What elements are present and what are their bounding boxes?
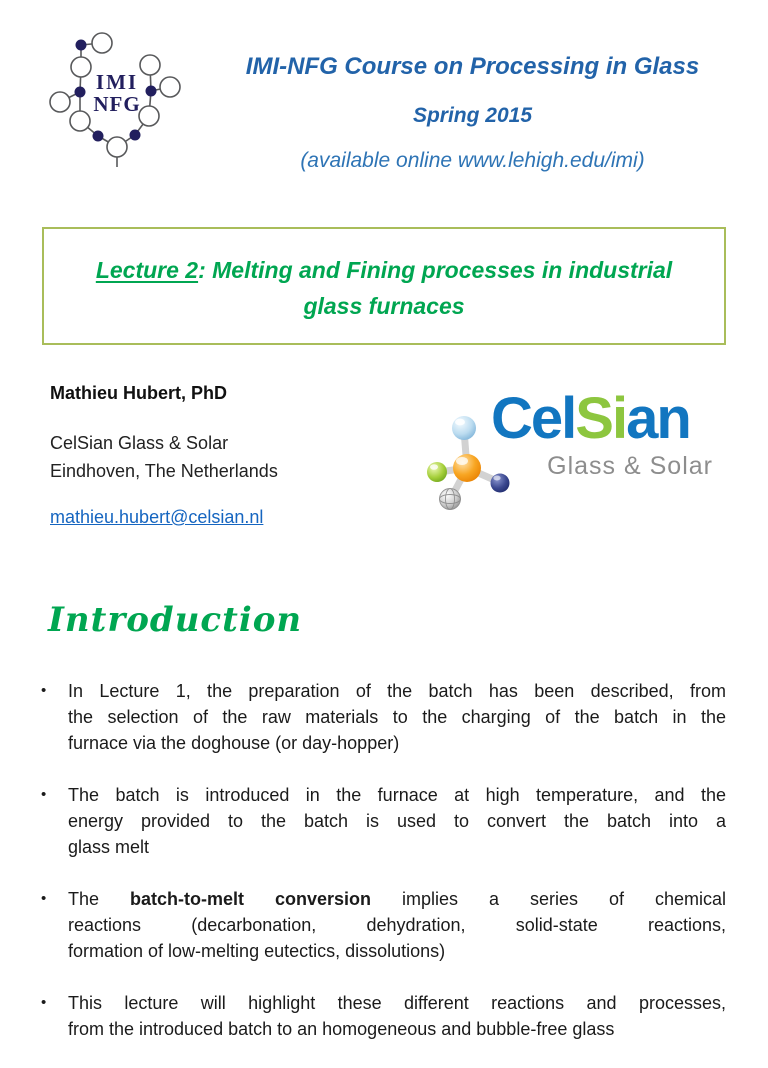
bullet-icon: •	[41, 682, 47, 699]
bullet-line: The batch is introduced in the furnace at high temperature, and the	[68, 785, 726, 805]
bullet-line: reactions (decarbonation, dehydration, solid-state reactions,	[68, 915, 726, 935]
bullet-line: from the introduced batch to an homogeneous and bubble-free glass	[68, 1019, 615, 1039]
bullet-text-bold: batch-to-melt conversion	[130, 889, 372, 909]
celsian-wordmark	[491, 386, 690, 451]
term-label: Spring 2015	[412, 104, 533, 127]
bullet-line: This lecture will highlight these different reactions and processes,	[68, 993, 726, 1013]
availability-note: (available online www.lehigh.edu/imi)	[300, 149, 645, 172]
bullet-line: the selection of the raw materials to the charging of the batch in the	[68, 707, 726, 727]
author-email-link[interactable]: mathieu.hubert@celsian.nl	[50, 507, 264, 527]
bullet-text-post: implies a series of chemical	[371, 889, 726, 909]
bullet-line: energy provided to the batch is used to convert the batch into a	[68, 811, 726, 831]
bullet-item	[38, 678, 726, 756]
author-company: CelSian Glass & Solar	[50, 433, 229, 453]
bullet-icon: •	[41, 890, 47, 907]
section-heading: Introduction	[48, 600, 303, 640]
bullet-item	[38, 990, 726, 1042]
bullet-line	[68, 886, 726, 912]
imi-nfg-logo-icon	[28, 18, 204, 194]
lecture-title-box	[42, 227, 726, 345]
bullet-line: glass melt	[68, 837, 150, 857]
celsian-logo	[415, 386, 715, 510]
lecture-title-line1: : Melting and Fining processes in industrial	[198, 257, 673, 283]
bullet-text-pre: The	[68, 889, 130, 909]
author-name: Mathieu Hubert, PhD	[50, 383, 228, 403]
celsian-subtitle: Glass & Solar	[547, 452, 713, 480]
bullet-line: furnace via the doghouse (or day-hopper)	[68, 733, 400, 753]
celsian-word-part3: an	[626, 386, 690, 451]
bullet-icon: •	[41, 786, 47, 803]
bullet-line: formation of low-melting eutectics, dissolutions)	[68, 941, 446, 961]
bullet-list	[38, 678, 726, 1068]
author-affiliation	[50, 429, 278, 485]
imi-logo-text-line2: NFG	[93, 92, 141, 116]
bullet-line: In Lecture 1, the preparation of the batch has been described, from	[68, 681, 726, 701]
lecture-title-line2: glass furnaces	[303, 293, 465, 319]
author-location: Eindhoven, The Netherlands	[50, 461, 278, 481]
bullet-item	[38, 782, 726, 860]
bullet-icon: •	[41, 994, 47, 1011]
lecture-number-label: Lecture 2	[95, 257, 199, 283]
course-title: IMI-NFG Course on Processing in Glass	[245, 53, 700, 80]
celsian-word-part1: Cel	[491, 386, 576, 451]
bullet-item	[38, 886, 726, 964]
imi-logo-text-line1: IMI	[95, 70, 139, 94]
celsian-word-part2: Si	[575, 386, 627, 451]
